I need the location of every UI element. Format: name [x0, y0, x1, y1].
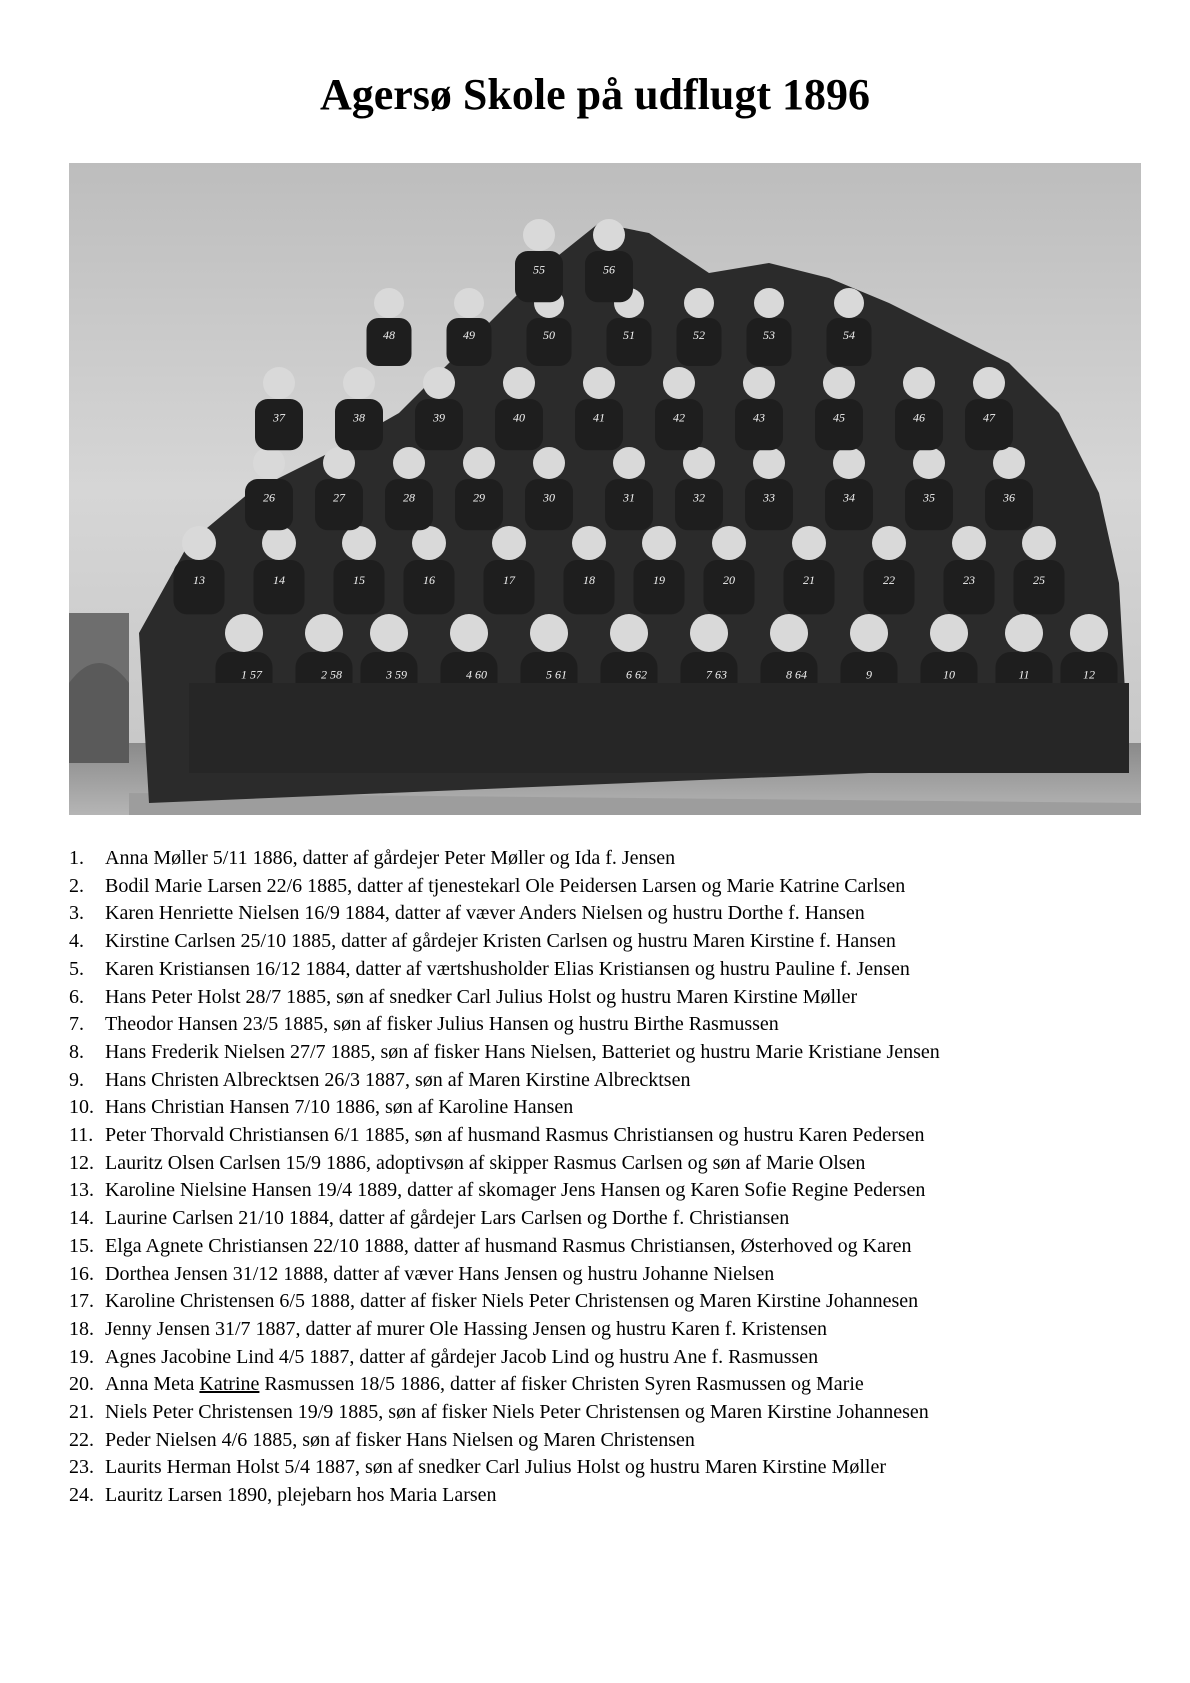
photo-number-label: 34 — [843, 490, 855, 505]
person-face — [343, 367, 375, 399]
person-body — [447, 318, 492, 366]
photo-number-label: 59 — [395, 667, 407, 682]
person-body — [515, 251, 563, 302]
person-face — [262, 526, 296, 560]
photo-number-label: 64 — [795, 667, 807, 682]
person-body — [385, 479, 433, 530]
person-face — [533, 447, 565, 479]
photo-number-label: 47 — [983, 410, 995, 425]
photo-number-label: 6 — [626, 667, 632, 682]
photo-number-label: 38 — [353, 410, 365, 425]
person-face — [225, 614, 263, 652]
person-face — [253, 447, 285, 479]
person-body — [827, 318, 872, 366]
roster-number: 1. — [69, 847, 84, 869]
person-body — [605, 479, 653, 530]
roster-item — [69, 1427, 1149, 1455]
roster-item — [69, 1288, 1149, 1316]
person-body — [655, 399, 703, 450]
roster-item — [69, 1482, 1149, 1510]
person-face — [683, 447, 715, 479]
person-body — [745, 479, 793, 530]
person-face — [263, 367, 295, 399]
photo-number-label: 49 — [463, 328, 475, 342]
person-face — [952, 526, 986, 560]
roster-text: Hans Christen Albrecktsen 26/3 1887, søn af Maren Kirstine Albrecktsen — [105, 1068, 691, 1091]
person-body — [525, 479, 573, 530]
roster-number: 10. — [69, 1096, 94, 1119]
roster-number: 19. — [69, 1345, 94, 1368]
roster-number: 23. — [69, 1456, 94, 1479]
person-face — [642, 526, 676, 560]
person-body — [895, 399, 943, 450]
photo-number-label: 32 — [693, 490, 705, 505]
person-face — [454, 288, 484, 318]
person-body — [825, 479, 873, 530]
roster-item — [69, 1205, 1149, 1233]
roster-text: Peter Thorvald Christiansen 6/1 1885, søn af husmand Rasmus Christiansen og hustru Karen Pedersen — [105, 1124, 925, 1147]
photo-number-label: 23 — [963, 572, 975, 587]
person-face — [1070, 614, 1108, 652]
photo-number-label: 57 — [250, 667, 262, 682]
roster-number: 21. — [69, 1401, 94, 1424]
person-face — [412, 526, 446, 560]
person-face — [370, 614, 408, 652]
roster-number: 8. — [69, 1040, 84, 1063]
photo-number-label: 55 — [533, 262, 545, 277]
person-face — [374, 288, 404, 318]
roster-number: 9. — [69, 1068, 84, 1091]
photo-number-label: 5 — [546, 667, 552, 682]
roster-item — [69, 956, 1149, 984]
photo-number-label: 7 — [706, 667, 712, 682]
photo-number-label: 27 — [333, 490, 345, 505]
roster-item — [69, 900, 1149, 928]
photo-number-label: 25 — [1033, 572, 1045, 587]
person-face — [743, 367, 775, 399]
person-face — [833, 447, 865, 479]
person-face — [684, 288, 714, 318]
photo-number-label: 62 — [635, 667, 647, 682]
roster-text: Kirstine Carlsen 25/10 1885, datter af gårdejer Kristen Carlsen og hustru Maren Kirstine f. Hansen — [105, 930, 896, 953]
photo-number-label: 35 — [923, 490, 935, 505]
photo-number-label: 51 — [623, 328, 635, 342]
person-face — [823, 367, 855, 399]
photo-number-label: 61 — [555, 667, 567, 682]
person-face — [530, 614, 568, 652]
roster-item — [69, 1371, 1149, 1399]
roster-item — [69, 1454, 1149, 1482]
person-face — [792, 526, 826, 560]
photo-number-label: 41 — [593, 410, 605, 425]
person-face — [712, 526, 746, 560]
person-face — [503, 367, 535, 399]
person-face — [770, 614, 808, 652]
photo-number-label: 11 — [1018, 667, 1030, 682]
person-body — [174, 560, 225, 614]
person-body — [634, 560, 685, 614]
photo-number-label: 12 — [1083, 667, 1095, 682]
roster-number: 17. — [69, 1290, 94, 1313]
person-face — [593, 219, 625, 251]
roster-number: 7. — [69, 1013, 84, 1036]
photo-number-label: 18 — [583, 572, 595, 587]
photo-number-label: 45 — [833, 410, 845, 425]
person-face — [305, 614, 343, 652]
photo-number-label: 1 — [241, 667, 247, 682]
person-body — [255, 399, 303, 450]
front-row-legs — [189, 683, 1129, 773]
person-face — [663, 367, 695, 399]
photo-number-label: 53 — [763, 328, 775, 342]
person-body — [675, 479, 723, 530]
person-body — [564, 560, 615, 614]
person-body — [455, 479, 503, 530]
person-body — [1014, 560, 1065, 614]
roster-item — [69, 1316, 1149, 1344]
photo-number-label: 4 — [466, 667, 472, 682]
person-body — [965, 399, 1013, 450]
photo-number-label: 58 — [330, 667, 342, 682]
roster-item — [69, 1344, 1149, 1372]
person-face — [850, 614, 888, 652]
person-body — [254, 560, 305, 614]
roster-text: Karen Henriette Nielsen 16/9 1884, datter af væver Anders Nielsen og hustru Dorthe f. Hansen — [105, 902, 865, 925]
roster-text: Elga Agnete Christiansen 22/10 1888, datter af husmand Rasmus Christiansen, Østerhoved og Karen — [105, 1234, 912, 1257]
roster-number: 13. — [69, 1179, 94, 1202]
photo-number-label: 56 — [603, 262, 615, 277]
photo-number-label: 15 — [353, 572, 365, 587]
student-roster — [69, 845, 1149, 1510]
page-title: Agersø Skole på udflugt 1896 — [319, 70, 871, 119]
roster-text: Theodor Hansen 23/5 1885, søn af fisker Julius Hansen og hustru Birthe Rasmussen — [105, 1013, 779, 1036]
photo-number-label: 2 — [321, 667, 327, 682]
person-face — [393, 447, 425, 479]
photo-number-label: 26 — [263, 490, 275, 505]
roster-text: Karoline Christensen 6/5 1888, datter af fisker Niels Peter Christensen og Maren Kirstine Johannesen — [105, 1290, 919, 1313]
photo-number-label: 17 — [503, 572, 515, 587]
photo-number-label: 63 — [715, 667, 727, 682]
roster-text: Karoline Nielsine Hansen 19/4 1889, datter af skomager Jens Hansen og Karen Sofie Regine Pedersen — [105, 1179, 926, 1202]
roster-number: 4. — [69, 930, 84, 953]
person-body — [334, 560, 385, 614]
roster-number: 2. — [69, 874, 84, 897]
roster-item — [69, 1122, 1149, 1150]
person-face — [753, 447, 785, 479]
photo-number-label: 48 — [383, 328, 395, 342]
photo-number-label: 13 — [193, 572, 205, 587]
roster-number: 11. — [69, 1124, 94, 1147]
roster-text: Hans Frederik Nielsen 27/7 1885, søn af fisker Hans Nielsen, Batteriet og hustru Marie Kristiane Jensen — [105, 1040, 940, 1063]
photo-number-label: 28 — [403, 490, 415, 505]
person-face — [930, 614, 968, 652]
photo-number-label: 31 — [623, 490, 635, 505]
photo-number-label: 52 — [693, 328, 705, 342]
person-body — [585, 251, 633, 302]
roster-item — [69, 1150, 1149, 1178]
photo-number-label: 39 — [433, 410, 445, 425]
person-face — [903, 367, 935, 399]
roster-number: 15. — [69, 1234, 94, 1257]
person-face — [572, 526, 606, 560]
roster-item — [69, 845, 1149, 873]
roster-text: Bodil Marie Larsen 22/6 1885, datter af tjenestekarl Ole Peidersen Larsen og Marie Katrine Carlsen — [105, 874, 906, 897]
person-body — [527, 318, 572, 366]
photo-number-label: 16 — [423, 572, 435, 587]
photo-number-label: 10 — [943, 667, 955, 682]
roster-number: 6. — [69, 985, 84, 1008]
person-body — [735, 399, 783, 450]
person-face — [613, 447, 645, 479]
person-face — [523, 219, 555, 251]
roster-item — [69, 1094, 1149, 1122]
person-body — [784, 560, 835, 614]
photo-number-label: 21 — [803, 572, 815, 587]
person-body — [677, 318, 722, 366]
person-body — [864, 560, 915, 614]
roster-number: 16. — [69, 1262, 94, 1285]
roster-item — [69, 1261, 1149, 1289]
roster-number: 14. — [69, 1207, 94, 1230]
person-body — [415, 399, 463, 450]
person-face — [182, 526, 216, 560]
photo-number-label: 37 — [273, 410, 285, 425]
photo-number-label: 14 — [273, 572, 285, 587]
roster-text — [105, 1371, 864, 1399]
person-body — [495, 399, 543, 450]
roster-text: Agnes Jacobine Lind 4/5 1887, datter af gårdejer Jacob Lind og hustru Ane f. Rasmussen — [105, 1345, 819, 1368]
photo-number-label: 29 — [473, 490, 485, 505]
roster-item — [69, 1067, 1149, 1095]
person-body — [404, 560, 455, 614]
person-body — [704, 560, 755, 614]
roster-number: 5. — [69, 957, 84, 980]
person-face — [834, 288, 864, 318]
person-face — [342, 526, 376, 560]
person-body — [905, 479, 953, 530]
photo-number-label: 30 — [543, 490, 555, 505]
person-face — [973, 367, 1005, 399]
roster-text: Lauritz Olsen Carlsen 15/9 1886, adoptivsøn af skipper Rasmus Carlsen og søn af Marie Olsen — [105, 1151, 866, 1174]
photo-number-label: 9 — [866, 667, 872, 682]
person-face — [690, 614, 728, 652]
roster-item — [69, 873, 1149, 901]
roster-text: Hans Christian Hansen 7/10 1886, søn af Karoline Hansen — [105, 1096, 574, 1119]
photo-number-label: 20 — [723, 572, 735, 587]
roster-text: Laurits Herman Holst 5/4 1887, søn af snedker Carl Julius Holst og hustru Maren Kirstine Møller — [105, 1456, 886, 1479]
roster-text-part: Rasmussen 18/5 1886, datter af fisker Christen Syren Rasmussen og Marie — [259, 1373, 864, 1396]
person-face — [913, 447, 945, 479]
roster-item — [69, 1233, 1149, 1261]
person-face — [1005, 614, 1043, 652]
person-body — [944, 560, 995, 614]
roster-item — [69, 1177, 1149, 1205]
roster-text: Dorthea Jensen 31/12 1888, datter af væver Hans Jensen og hustru Johanne Nielsen — [105, 1262, 775, 1285]
photo-number-label: 40 — [513, 410, 525, 425]
roster-item — [69, 1039, 1149, 1067]
photo-number-label: 50 — [543, 328, 555, 342]
person-body — [484, 560, 535, 614]
roster-text: Jenny Jensen 31/7 1887, datter af murer Ole Hassing Jensen og hustru Karen f. Kristensen — [105, 1317, 828, 1340]
person-face — [754, 288, 784, 318]
photo-number-label: 3 — [386, 667, 392, 682]
roster-text: Laurine Carlsen 21/10 1884, datter af gårdejer Lars Carlsen og Dorthe f. Christiansen — [105, 1207, 790, 1230]
photo-number-label: 42 — [673, 410, 685, 425]
roster-text-part: Anna Meta — [105, 1373, 200, 1396]
person-body — [245, 479, 293, 530]
person-body — [335, 399, 383, 450]
photo-number-label: 43 — [753, 410, 765, 425]
person-face — [610, 614, 648, 652]
roster-text: Karen Kristiansen 16/12 1884, datter af værtshusholder Elias Kristiansen og hustru Pauline f. Jensen — [105, 957, 910, 980]
person-body — [575, 399, 623, 450]
photo-number-label: 46 — [913, 410, 925, 425]
underlined-name: Katrine — [199, 1373, 260, 1396]
roster-number: 20. — [69, 1373, 94, 1396]
roster-number: 12. — [69, 1151, 94, 1174]
person-body — [985, 479, 1033, 530]
photo-number-label: 33 — [763, 490, 775, 505]
photo-number-label: 19 — [653, 572, 665, 587]
person-face — [463, 447, 495, 479]
photo-number-label: 54 — [843, 328, 855, 342]
roster-number: 24. — [69, 1484, 94, 1507]
person-face — [872, 526, 906, 560]
photo-number-label: 36 — [1003, 490, 1015, 505]
roster-text: Hans Peter Holst 28/7 1885, søn af snedker Carl Julius Holst og hustru Maren Kirstine Møller — [105, 985, 858, 1008]
person-body — [367, 318, 412, 366]
roster-item — [69, 1399, 1149, 1427]
person-body — [815, 399, 863, 450]
class-photograph — [69, 163, 1141, 815]
roster-text: Anna Møller 5/11 1886, datter af gårdejer Peter Møller og Ida f. Jensen — [105, 847, 676, 869]
person-body — [747, 318, 792, 366]
roster-number: 18. — [69, 1317, 94, 1340]
roster-text: Peder Nielsen 4/6 1885, søn af fisker Hans Nielsen og Maren Christensen — [105, 1428, 695, 1451]
person-face — [993, 447, 1025, 479]
person-face — [1022, 526, 1056, 560]
roster-number: 3. — [69, 902, 84, 925]
person-face — [323, 447, 355, 479]
photo-image — [69, 163, 1141, 815]
person-body — [315, 479, 363, 530]
photo-number-label: 8 — [786, 667, 792, 682]
roster-text: Lauritz Larsen 1890, plejebarn hos Maria Larsen — [105, 1484, 497, 1507]
photo-number-label: 22 — [883, 572, 895, 587]
person-face — [423, 367, 455, 399]
person-face — [450, 614, 488, 652]
roster-item — [69, 928, 1149, 956]
roster-number: 22. — [69, 1428, 94, 1451]
photo-number-label: 60 — [475, 667, 487, 682]
roster-item — [69, 1011, 1149, 1039]
roster-item — [69, 984, 1149, 1012]
person-face — [583, 367, 615, 399]
roster-text: Niels Peter Christensen 19/9 1885, søn af fisker Niels Peter Christensen og Maren Kirstine Johannesen — [105, 1401, 929, 1424]
person-body — [607, 318, 652, 366]
person-face — [492, 526, 526, 560]
